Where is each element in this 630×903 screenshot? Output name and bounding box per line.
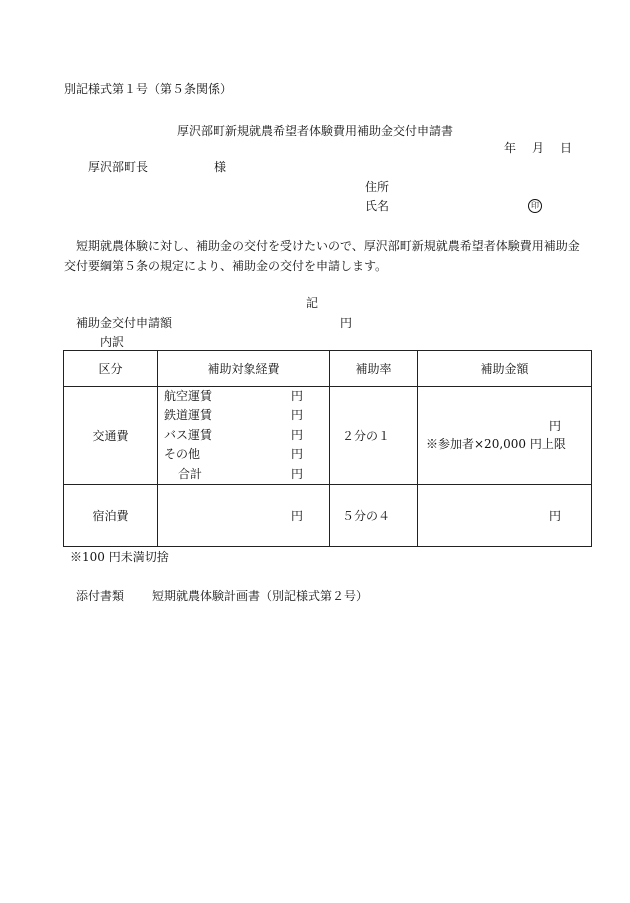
addressee-name: 厚沢部町長 xyxy=(88,160,149,174)
rounding-note: ※100 円未満切捨 xyxy=(70,550,169,564)
name-label: 氏名 xyxy=(365,199,390,213)
header-category: 区分 xyxy=(64,351,158,387)
transport-amount-note: ※参加者×20,000 円上限 xyxy=(426,437,566,452)
cost-item-label: 合計 xyxy=(178,466,203,481)
seal-stamp: 印 xyxy=(528,199,542,213)
application-body: 短期就農体験に対し、補助金の交付を受けたいので、厚沢部町新規就農希望者体験費用補助金交付要綱第５条の規定により、補助金の交付を申請します。 xyxy=(64,239,580,273)
header-eligible-cost: 補助対象経費 xyxy=(158,351,330,387)
lodging-amount-unit: 円 xyxy=(418,484,592,546)
lodging-cost-unit: 円 xyxy=(158,484,330,546)
transport-rate: ２分の１ xyxy=(330,387,418,485)
cost-item-label: 航空運賃 xyxy=(164,389,213,403)
transport-amount-unit: 円 xyxy=(548,419,561,434)
date-label: 年 月 日 xyxy=(504,141,575,155)
cost-item-label: 鉄道運賃 xyxy=(164,408,213,423)
breakdown-table xyxy=(63,350,592,547)
cost-item-label: バス運賃 xyxy=(164,427,213,442)
attachment-label: 添付書類 xyxy=(76,589,125,603)
request-amount-unit: 円 xyxy=(340,316,353,330)
cost-item-bus xyxy=(158,426,329,445)
transport-category: 交通費 xyxy=(64,387,158,485)
cost-item-other xyxy=(158,445,329,464)
address-label: 住所 xyxy=(365,180,390,194)
cost-item-rail xyxy=(158,406,329,425)
cost-item-label: その他 xyxy=(164,447,201,462)
ki-heading: 記 xyxy=(306,296,319,310)
cost-item-unit: 円 xyxy=(290,408,303,423)
addressee-honorific: 様 xyxy=(214,160,227,174)
cost-item-total xyxy=(158,465,329,484)
cost-item-unit: 円 xyxy=(290,466,303,481)
table-row-transport xyxy=(64,387,592,485)
cost-item-unit: 円 xyxy=(290,427,303,442)
table-header-row xyxy=(64,351,592,387)
document-title: 厚沢部町新規就農希望者体験費用補助金交付申請書 xyxy=(176,124,453,138)
lodging-category: 宿泊費 xyxy=(64,484,158,546)
transport-amount-cell xyxy=(418,387,592,485)
breakdown-label: 内訳 xyxy=(100,335,125,349)
request-amount-label: 補助金交付申請額 xyxy=(76,316,173,330)
cost-item-unit: 円 xyxy=(290,389,303,403)
attachment-value: 短期就農体験計画書（別記様式第２号） xyxy=(152,589,369,603)
header-amount: 補助金額 xyxy=(418,351,592,387)
table-row-lodging xyxy=(64,484,592,546)
lodging-rate: ５分の４ xyxy=(330,484,418,546)
form-reference: 別記様式第１号（第５条関係） xyxy=(64,82,233,96)
cost-item-unit: 円 xyxy=(290,447,303,462)
transport-cost-cell xyxy=(158,387,330,485)
cost-item-air xyxy=(158,387,329,406)
header-rate: 補助率 xyxy=(330,351,418,387)
